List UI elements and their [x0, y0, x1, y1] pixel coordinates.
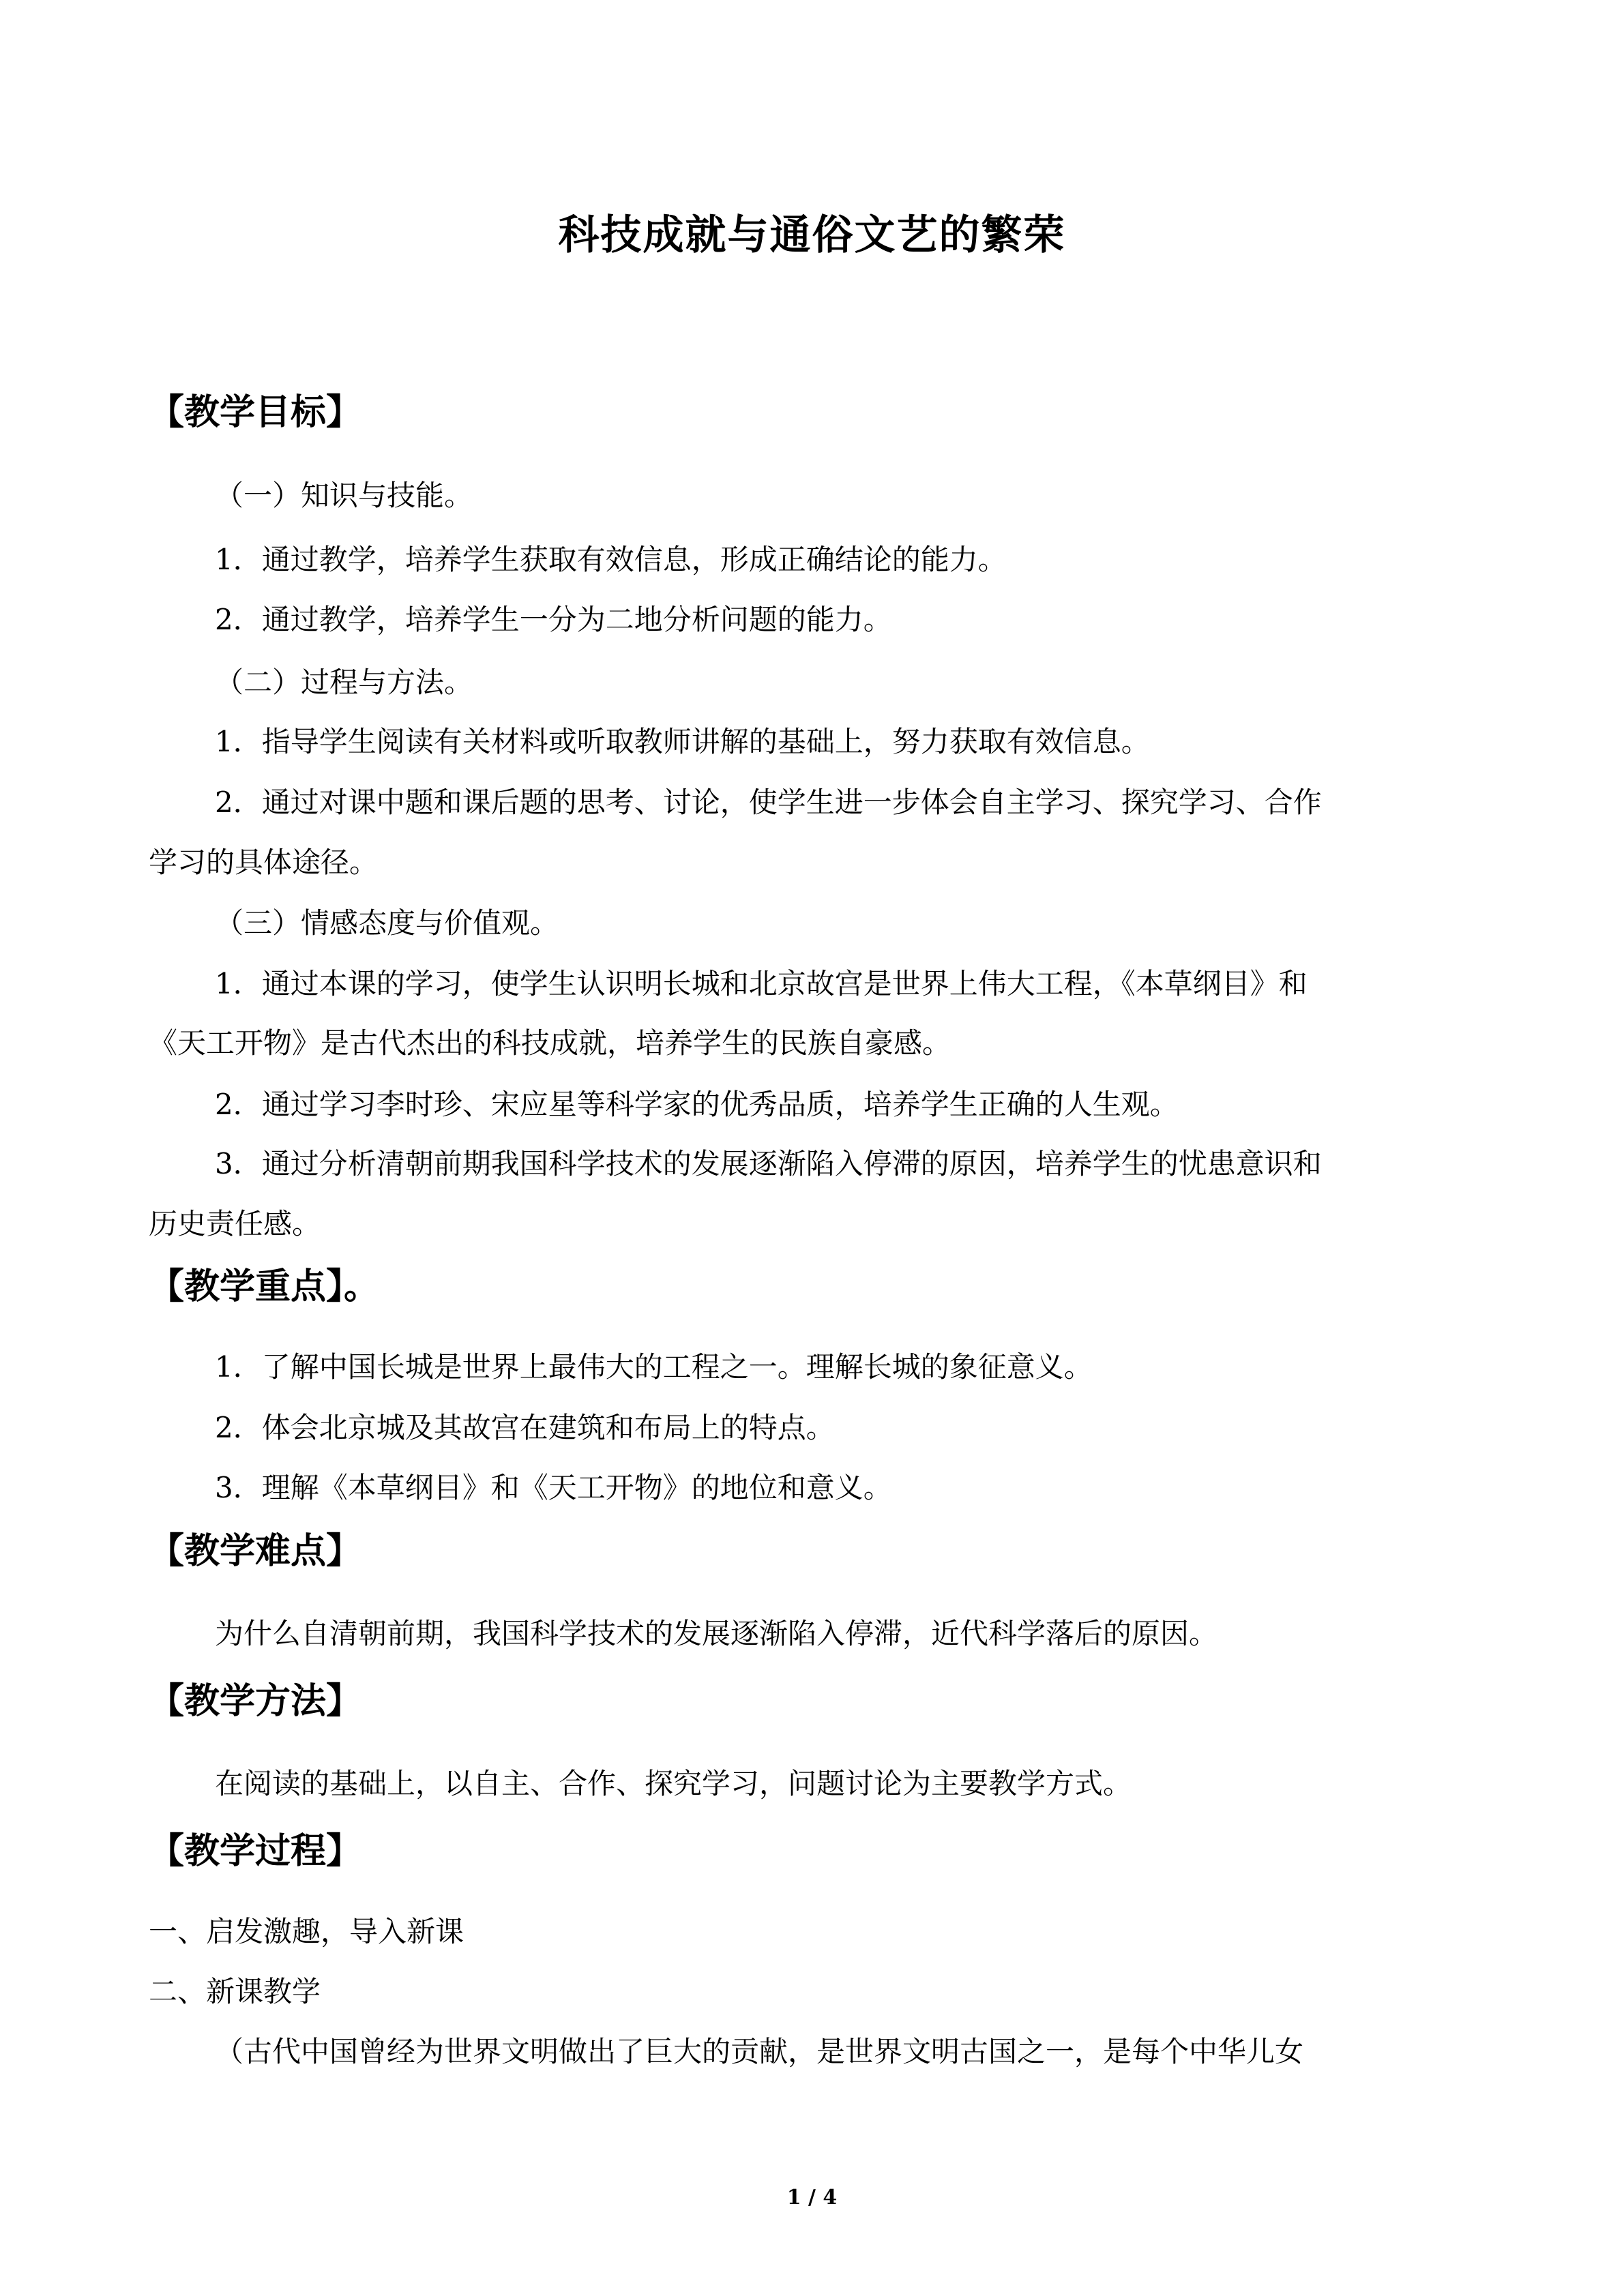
goals-part2-item2-line1: 2．通过对课中题和课后题的思考、讨论，使学生进一步体会自主学习、探究学习、合作 [215, 786, 1322, 819]
document-title: 科技成就与通俗文艺的繁荣 [558, 211, 1066, 259]
difficulties-text: 为什么自清朝前期，我国科学技术的发展逐渐陷入停滞，近代科学落后的原因。 [215, 1617, 1218, 1650]
process-para1-line1: （古代中国曾经为世界文明做出了巨大的贡献，是世界文明古国之一，是每个中华儿女 [215, 2035, 1304, 2068]
goals-part3-item3-line2: 历史责任感。 [149, 1207, 321, 1240]
goals-part1-item1: 1．通过教学，培养学生获取有效信息，形成正确结论的能力。 [215, 543, 1007, 576]
goals-part3-item3-line1: 3．通过分析清朝前期我国科学技术的发展逐渐陷入停滞的原因，培养学生的忧患意识和 [215, 1147, 1322, 1180]
heading-difficulties: 【教学难点】 [149, 1531, 362, 1572]
goals-part3-item1-line1: 1．通过本课的学习，使学生认识明长城和北京故宫是世界上伟大工程，《本草纲目》和 [215, 967, 1308, 1000]
heading-process: 【教学过程】 [149, 1831, 362, 1872]
heading-teaching-goals: 【教学目标】 [149, 392, 362, 433]
process-step1: 一、启发激趣，导入新课 [149, 1915, 464, 1948]
key-points-item3: 3．理解《本草纲目》和《天工开物》的地位和意义。 [215, 1471, 892, 1504]
goals-part3-item1-line2: 《天工开物》是古代杰出的科技成就，培养学生的民族自豪感。 [149, 1026, 951, 1060]
goals-part2-item1: 1．指导学生阅读有关材料或听取教师讲解的基础上，努力获取有效信息。 [215, 725, 1150, 758]
goals-part1-title: （一）知识与技能。 [215, 479, 473, 512]
heading-methods: 【教学方法】 [149, 1681, 362, 1722]
page-number: 1 / 4 [786, 2186, 838, 2209]
heading-key-points: 【教学重点】。 [149, 1266, 380, 1307]
goals-part3-item2: 2．通过学习李时珍、宋应星等科学家的优秀品质，培养学生正确的人生观。 [215, 1088, 1179, 1121]
goals-part2-title: （二）过程与方法。 [215, 666, 473, 699]
key-points-item2: 2．体会北京城及其故宫在建筑和布局上的特点。 [215, 1411, 835, 1444]
goals-part3-title: （三）情感态度与价值观。 [215, 906, 559, 940]
process-step2: 二、新课教学 [149, 1975, 321, 2008]
goals-part1-item2: 2．通过教学，培养学生一分为二地分析问题的能力。 [215, 603, 892, 636]
key-points-item1: 1．了解中国长城是世界上最伟大的工程之一。理解长城的象征意义。 [215, 1350, 1093, 1384]
goals-part2-item2-line2: 学习的具体途径。 [149, 846, 379, 879]
methods-text: 在阅读的基础上，以自主、合作、探究学习，问题讨论为主要教学方式。 [215, 1767, 1132, 1800]
